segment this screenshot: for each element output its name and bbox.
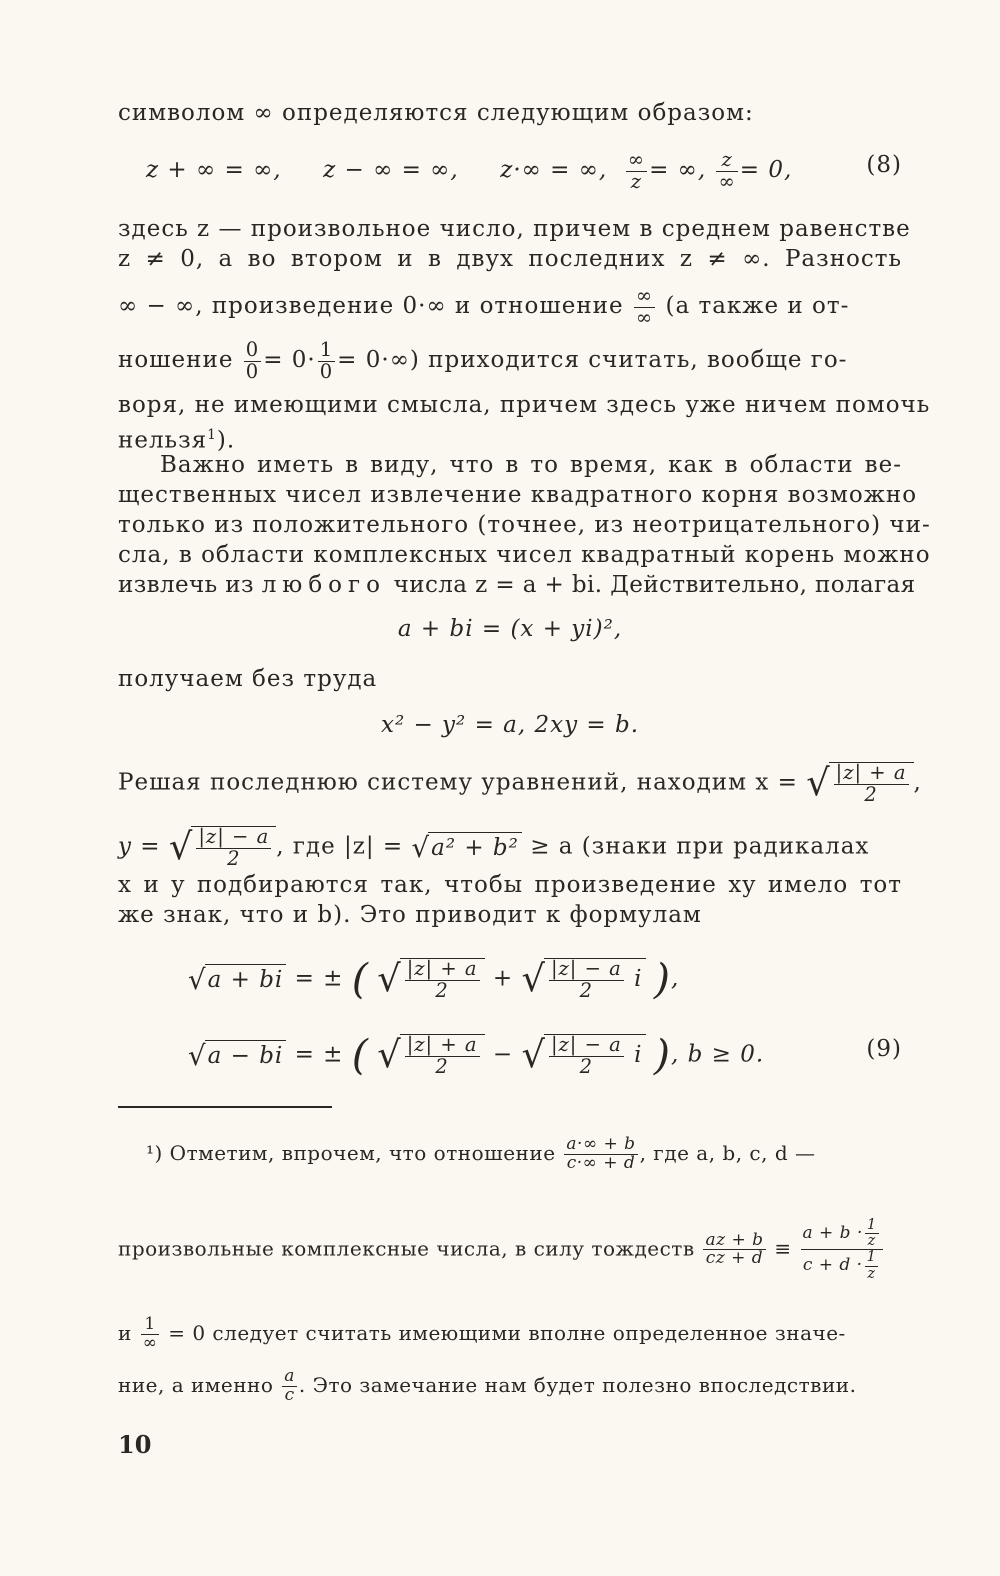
text: = 0·∞) приходится считать, вообще го- <box>337 347 848 374</box>
text-line <box>118 540 931 570</box>
text: символом ∞ определяются следующим образом: <box>118 100 754 126</box>
denominator: 2 <box>435 978 449 1002</box>
text-line <box>118 870 902 900</box>
numerator: 1 <box>141 1316 160 1335</box>
fraction <box>244 340 261 382</box>
numerator: az + b <box>705 1229 764 1250</box>
fraction <box>405 959 480 1001</box>
text: ≡ <box>774 1236 792 1261</box>
text: здесь z — произвольное число, причем в среднем равенстве <box>118 216 911 242</box>
footnote-line <box>118 1218 902 1282</box>
text: c + d · <box>802 1255 863 1276</box>
footnote-divider <box>118 1106 332 1108</box>
radicand: a − bi <box>205 1040 287 1071</box>
radicand: a² + b² <box>428 832 522 863</box>
text: = 0 следует считать имеющими вполне определенное значе- <box>168 1320 846 1345</box>
text-line <box>118 244 902 274</box>
equation-8 <box>118 150 902 192</box>
square-root: √a² + b² <box>412 832 522 864</box>
text: извлечь из <box>118 572 254 598</box>
eq-part: + <box>492 965 514 992</box>
text-line <box>118 900 902 930</box>
numerator: z <box>716 150 737 172</box>
numerator <box>801 1218 883 1250</box>
eq-part: i <box>634 1042 643 1069</box>
fraction <box>141 1316 160 1353</box>
denominator: c <box>284 1384 295 1405</box>
numerator: a·∞ + b <box>566 1134 636 1154</box>
fraction <box>634 286 655 328</box>
square-root: √a − bi <box>188 1040 286 1072</box>
equation-label: (8) <box>866 152 902 178</box>
denominator: 0 <box>319 359 334 383</box>
text: сла, в области комплексных чисел квадратный корень можно <box>118 542 931 568</box>
emphasized-text: любого <box>261 572 386 598</box>
denominator: 0 <box>245 359 260 383</box>
text: (а также и от- <box>665 293 850 320</box>
text: ≥ a (знаки при радикалах <box>530 833 870 860</box>
square-root: √ $\frac{|z| - a}{2}$ <box>169 826 276 869</box>
text-line <box>118 340 902 382</box>
text: y = <box>118 833 161 860</box>
text-line <box>118 214 911 244</box>
denominator <box>801 1250 883 1281</box>
numerator: ∞ <box>635 284 654 307</box>
text: , <box>913 769 922 796</box>
equation <box>118 614 902 644</box>
denominator: ∞ <box>142 1332 158 1353</box>
text-line <box>118 480 918 510</box>
text: ношение <box>118 347 234 374</box>
denominator: 2 <box>579 1054 594 1078</box>
denominator: z <box>630 169 643 193</box>
equation-9a: √a + bi = ± ( √ $\frac{|z| + a}{2}$ + √ $\frac{|z| - a}{2}$ i ), <box>188 954 680 1003</box>
fraction <box>196 827 271 869</box>
text: щественных чисел извлечение квадратного корня возможно <box>118 482 918 508</box>
denominator: ∞ <box>718 169 736 193</box>
footnote-line <box>118 1368 902 1405</box>
numerator: a <box>284 1366 295 1386</box>
denominator: 2 <box>227 846 241 870</box>
eq-part: , b ≥ 0. <box>670 1041 765 1068</box>
fraction <box>405 1035 480 1077</box>
text: ние, а именно <box>118 1372 274 1397</box>
square-root: √ $\frac{|z| - a}{2}$ i <box>521 958 645 1001</box>
text: z ≠ 0, а во втором и в двух последних z ≠ ∞. Разность <box>118 246 902 272</box>
fraction <box>626 150 647 192</box>
fraction <box>549 959 624 1001</box>
fraction <box>801 1218 883 1282</box>
denominator: cz + d <box>705 1248 764 1269</box>
text: = 0· <box>263 347 316 374</box>
eq-part: = 0, <box>739 157 793 184</box>
fraction <box>703 1229 765 1269</box>
text-line <box>118 98 902 128</box>
eq-part: z·∞ = ∞, <box>500 157 608 184</box>
numerator: ∞ <box>627 148 646 171</box>
text: воря, не имеющими смысла, причем здесь уже ничем помочь <box>118 392 931 418</box>
numerator: 1 <box>866 1217 877 1233</box>
fraction <box>318 340 335 382</box>
numerator: 1 <box>319 338 334 361</box>
eq-part: = ∞, <box>649 157 707 184</box>
text-line <box>118 664 902 694</box>
denominator: 2 <box>864 782 878 806</box>
equation-label: (9) <box>866 1036 902 1062</box>
eq-part: a + bi = (x + yi)², <box>397 616 623 642</box>
fraction <box>865 1250 879 1281</box>
text: x и y подбираются так, чтобы произведение xy имело тот <box>118 872 902 898</box>
square-root: √ $\frac{|z| - a}{2}$ i <box>521 1034 645 1077</box>
radicand: a + bi <box>205 964 287 995</box>
eq-part: z − ∞ = ∞, <box>323 157 459 184</box>
text: числа z = a + bi. Действительно, полагая <box>393 572 916 598</box>
text: , где |z| = <box>276 833 404 860</box>
fraction <box>549 1035 624 1077</box>
square-root: √ $\frac{|z| + a}{2}$ <box>806 762 913 805</box>
text-line <box>118 450 902 480</box>
equation <box>118 710 902 740</box>
denominator: z <box>867 1265 876 1282</box>
numerator: 0 <box>245 338 260 361</box>
fraction <box>865 1218 879 1249</box>
eq-part: , <box>670 965 680 992</box>
footnote-ref[interactable]: 1 <box>207 427 217 443</box>
fraction <box>834 763 909 805</box>
fraction <box>564 1136 637 1173</box>
eq-part: = ± <box>294 965 344 992</box>
square-root: √ $\frac{|z| + a}{2}$ <box>377 1034 484 1077</box>
fraction <box>282 1368 297 1405</box>
text: ). <box>216 427 236 454</box>
numerator: |z| + a <box>406 1033 478 1056</box>
text: ∞ − ∞, произведение 0·∞ и отношение <box>118 293 624 320</box>
footnote-line <box>118 1136 902 1173</box>
denominator: 2 <box>435 1054 449 1078</box>
text: Решая последнюю систему уравнений, находим x = <box>118 769 798 796</box>
text-line <box>118 286 902 328</box>
eq-part: z + ∞ = ∞, <box>146 157 282 184</box>
eq-part: x² − y² = a, 2xy = b. <box>380 712 640 738</box>
page-number: 10 <box>118 1430 152 1459</box>
numerator: |z| − a <box>198 825 270 848</box>
denominator: 2 <box>579 978 594 1002</box>
numerator: |z| − a <box>550 957 622 980</box>
numerator: |z| + a <box>406 957 478 980</box>
eq-part: i <box>634 966 643 993</box>
text: Важно иметь в виду, что в то время, как в области ве- <box>160 452 902 478</box>
text-line <box>118 826 902 869</box>
square-root: √a + bi <box>188 964 286 996</box>
text-line <box>118 761 922 806</box>
denominator: z <box>867 1233 876 1250</box>
denominator: ∞ <box>635 305 654 329</box>
square-root: √ $\frac{|z| + a}{2}$ <box>377 958 484 1001</box>
numerator: |z| + a <box>835 761 907 784</box>
equation-9b: √a − bi = ± ( √ $\frac{|z| + a}{2}$ − √ $\frac{|z| - a}{2}$ i ), b ≥ 0. (9) <box>188 1030 902 1079</box>
eq-part: − <box>492 1041 514 1068</box>
text: произвольные комплексные числа, в силу тождеств <box>118 1236 695 1261</box>
text-line <box>118 570 916 600</box>
fraction <box>716 150 737 192</box>
text: только из положительного (точнее, из неотрицательного) чи- <box>118 512 931 538</box>
numerator: 1 <box>866 1249 877 1266</box>
text: , где a, b, c, d — <box>639 1140 816 1165</box>
text: получаем без труда <box>118 666 378 692</box>
text: . Это замечание нам будет полезно впоследствии. <box>298 1372 857 1397</box>
text: нельзя <box>118 427 208 454</box>
text: и <box>118 1320 132 1345</box>
text: ¹) Отметим, впрочем, что отношение <box>146 1140 556 1165</box>
denominator: c·∞ + d <box>566 1152 636 1173</box>
eq-part: = ± <box>294 1041 344 1068</box>
text-line <box>118 390 931 420</box>
text: a + b · <box>802 1223 863 1244</box>
numerator: |z| − a <box>550 1033 622 1056</box>
text-line <box>118 510 931 540</box>
footnote-line <box>118 1316 902 1353</box>
text: же знак, что и b). Это приводит к формулам <box>118 902 702 928</box>
